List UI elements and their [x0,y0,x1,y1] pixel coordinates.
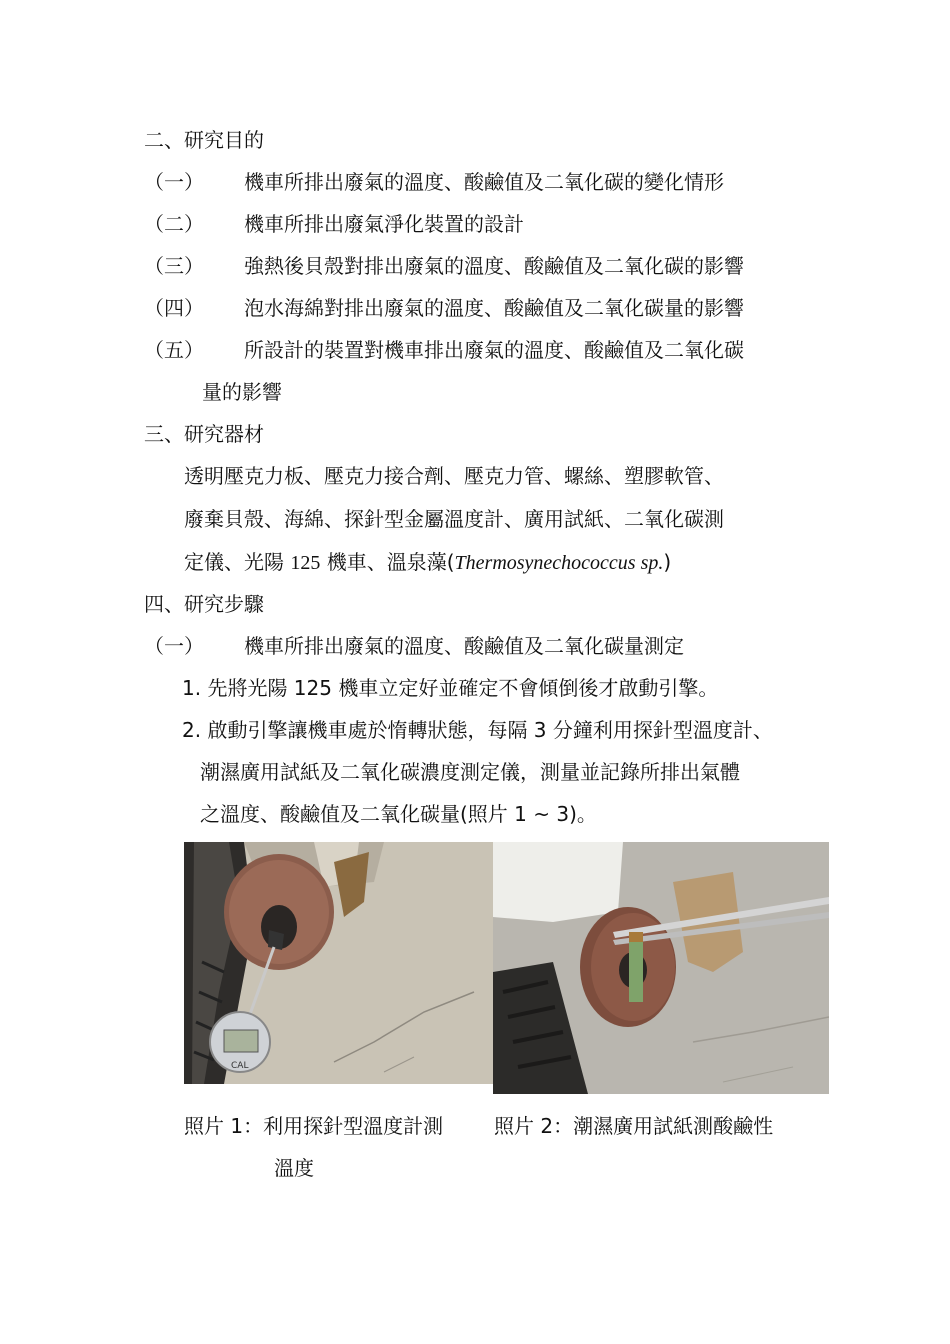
materials-model-number: 125 [290,552,321,574]
objective-2-text: 機車所排出廢氣淨化裝置的設計 [244,212,524,236]
objective-4-text: 泡水海綿對排出廢氣的溫度、酸鹼值及二氧化碳量的影響 [244,296,744,320]
species-name: Thermosynechococcus sp. [454,552,664,574]
materials-line-1: 透明壓克力板、壓克力接合劑、壓克力管、螺絲、塑膠軟管、 [184,464,724,488]
thermometer-label: CAL [231,1061,249,1071]
section2-heading: 二、研究目的 [144,128,264,152]
step-1: 1. 先將光陽 125 機車立定好並確定不會傾倒後才啟動引擎。 [182,676,719,700]
materials-line-2: 廢棄貝殼、海綿、探針型金屬溫度計、廣用試紙、二氧化碳測 [184,507,724,531]
objective-3-text: 強熱後貝殼對排出廢氣的溫度、酸鹼值及二氧化碳的影響 [244,254,744,278]
section4-heading: 四、研究步驟 [144,592,264,616]
objective-1-text: 機車所排出廢氣的溫度、酸鹼值及二氧化碳的變化情形 [244,170,724,194]
step-2-line-3: 之溫度、酸鹼值及二氧化碳量(照片 1 ~ 3)。 [200,802,597,826]
section3-heading: 三、研究器材 [144,422,264,446]
materials-line-3-b: 機車、溫泉藻( [320,550,455,574]
step-2-line-1: 2. 啟動引擎讓機車處於惰轉狀態，每隔 3 分鐘利用探針型溫度計、 [182,718,773,742]
materials-line-3-a: 定儀、光陽 [184,550,291,574]
objective-3-number: （三） [144,254,204,278]
procedure-1-number: （一） [144,634,204,658]
objective-5-continuation: 量的影響 [202,380,282,404]
photo-2-caption: 照片 2：潮濕廣用試紙測酸鹼性 [494,1114,774,1138]
objective-2-number: （二） [144,212,204,236]
procedure-1-title: 機車所排出廢氣的溫度、酸鹼值及二氧化碳量測定 [244,634,684,658]
objective-4-number: （四） [144,296,204,320]
photo-2-ph-paper [493,842,829,1094]
materials-line-3 [184,548,671,577]
objective-5-number: （五） [144,338,204,362]
objective-1-number: （一） [144,170,204,194]
photo-1-thermometer [184,842,493,1084]
step-2-line-2: 潮濕廣用試紙及二氧化碳濃度測定儀，測量並記錄所排出氣體 [200,760,740,784]
objective-5-text: 所設計的裝置對機車排出廢氣的溫度、酸鹼值及二氧化碳 [244,338,744,362]
materials-line-3-c: ) [663,550,672,574]
photo-1-caption-line-2: 溫度 [274,1156,314,1180]
photo-1-caption-line-1: 照片 1：利用探針型溫度計測 [184,1114,444,1138]
